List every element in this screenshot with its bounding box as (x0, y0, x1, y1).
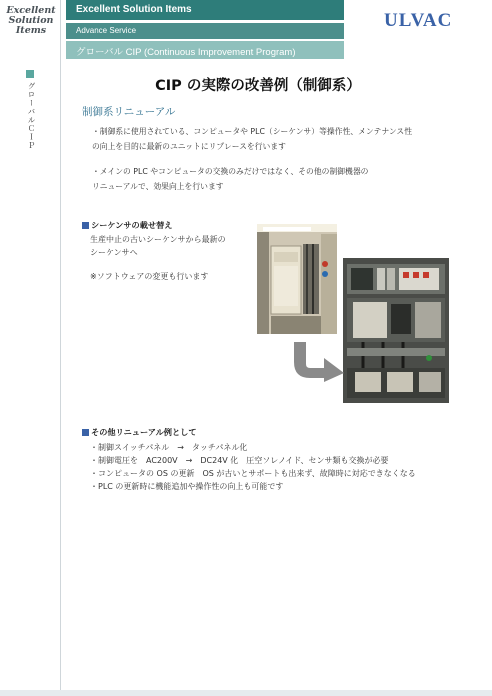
other-renewal-heading (82, 427, 197, 438)
curved-arrow-icon (290, 340, 346, 382)
page-title: CIP の実際の改善例（制御系） (155, 78, 361, 94)
sequencer-note: ※ソフトウェアの変更も行います (90, 272, 209, 281)
sidebar-vertical-label: グローバルＣＩＰ (27, 82, 36, 150)
excellent-solution-items-logo (2, 6, 60, 36)
list-item: ・制御スイッチパネル → タッチパネル化 (90, 443, 248, 452)
section-title: 制御系リニューアル (82, 106, 176, 118)
other-renewal-list (90, 441, 416, 493)
logo-line-2: Solution (8, 15, 54, 26)
header-category-title: Advance Service (76, 26, 137, 35)
footer-bar (0, 690, 492, 696)
header-series-title: Excellent Solution Items (76, 4, 192, 15)
sidebar-marker-icon (26, 70, 34, 78)
logo-line-1: Excellent (6, 5, 56, 16)
sidebar (0, 0, 61, 696)
other-renewal-heading-text: その他リニューアル例として (91, 427, 197, 437)
header-program-bar (66, 41, 344, 59)
bullet-paragraph-2: ・メインの PLC やコンピュータの交換のみだけではなく、その他の制御機器の リニューアルで、効果向上を行います (92, 167, 369, 191)
old-sequencer-photo (257, 224, 337, 334)
new-sequencer-photo (343, 258, 449, 403)
list-item: ・コンピュータの OS の更新 OS が古いとサポートも出来ず、故障時に対応できなくなる (90, 469, 416, 478)
header-program-title: グローバル CIP (Continuous Improvement Program) (76, 47, 296, 58)
header-series-bar (66, 0, 344, 20)
sequencer-text: 生産中止の古いシーケンサから最新の シーケンサへ (90, 235, 226, 257)
header-category-bar (66, 23, 344, 39)
list-item: ・PLC の更新時に機能追加や操作性の向上も可能です (90, 482, 284, 491)
sequencer-heading-text: シーケンサの載せ替え (91, 220, 173, 230)
ulvac-logo: ULVAC (384, 10, 453, 31)
square-bullet-icon (82, 429, 89, 436)
list-item: ・制御電圧を AC200V → DC24V 化 圧空ソレノイド、センサ類も交換が必要 (90, 456, 389, 465)
square-bullet-icon (82, 222, 89, 229)
bullet-paragraph-1: ・制御系に使用されている、コンピュータや PLC（シーケンサ）等操作性、メンテナンス性 の向上を目的に最新のユニットにリプレースを行います (92, 127, 413, 151)
sequencer-heading (82, 220, 172, 231)
logo-line-3: Items (15, 25, 47, 36)
